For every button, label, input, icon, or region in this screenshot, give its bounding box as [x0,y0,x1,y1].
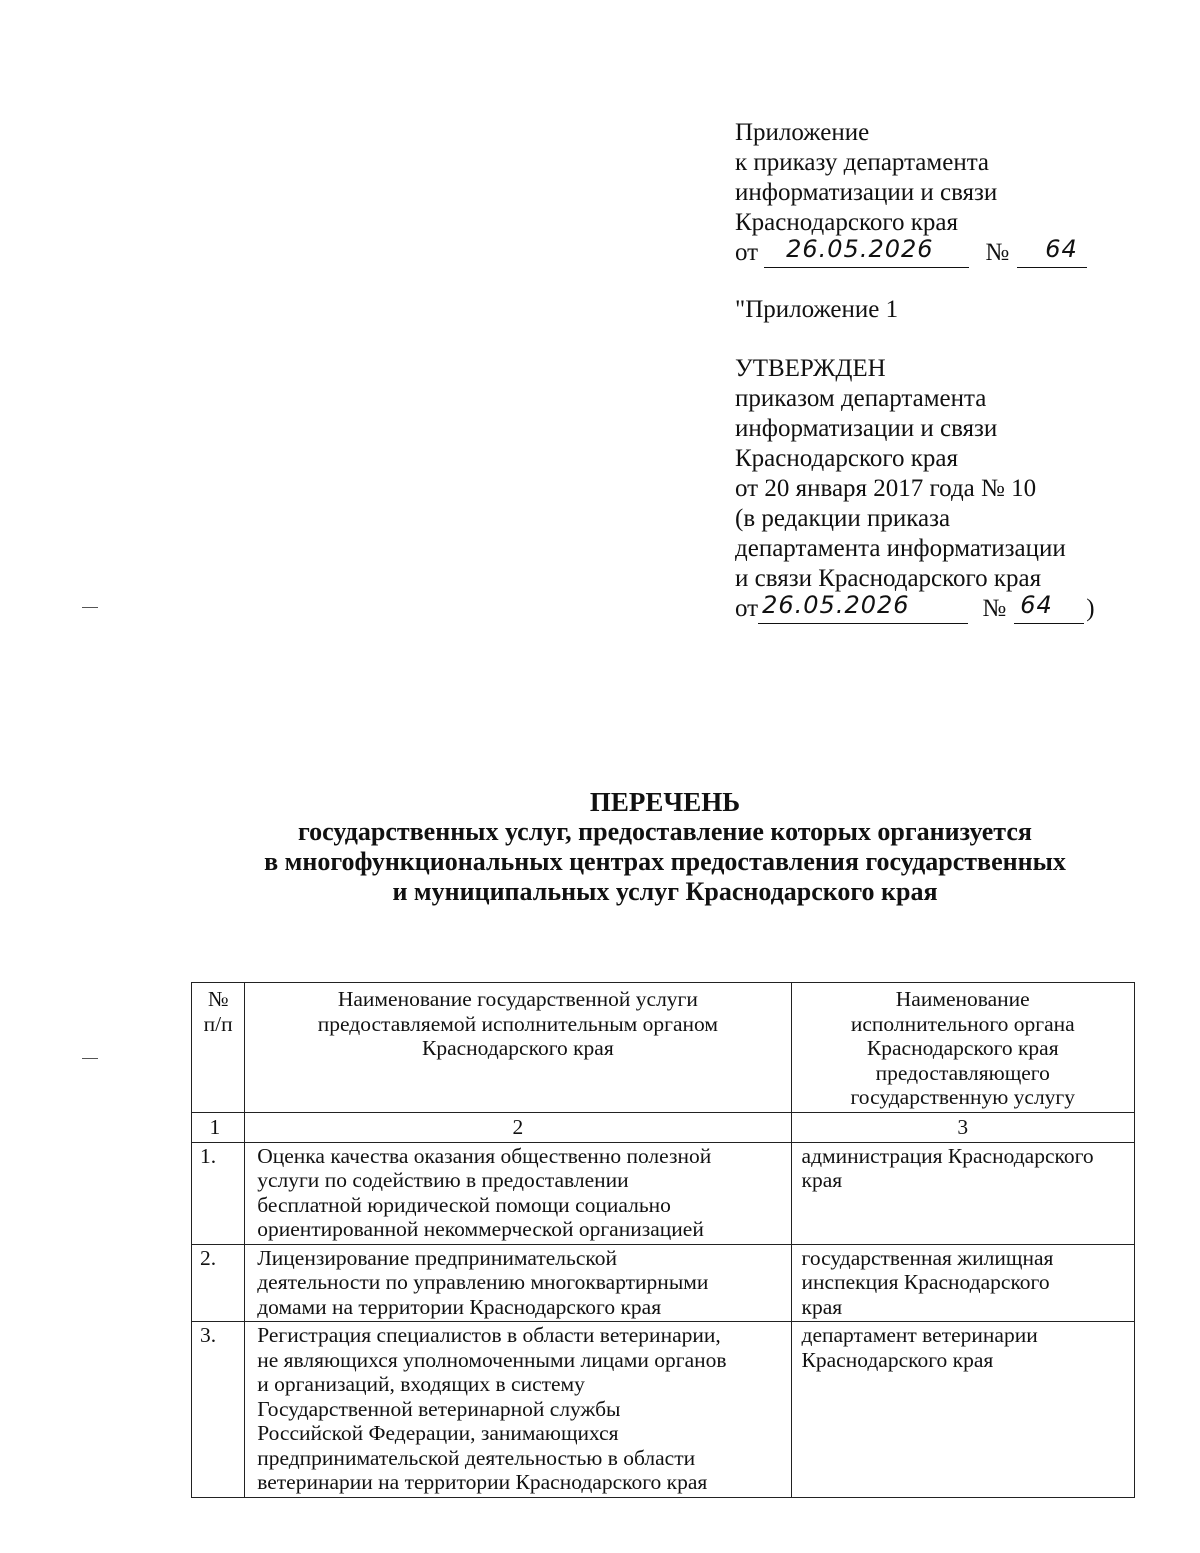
organ-name: администрация Краснодарского края [791,1142,1134,1244]
punch-mark [82,607,98,608]
revision-number-sign: № [982,595,1007,622]
row-number: 3. [192,1322,245,1498]
revision-reference [735,591,1155,624]
approval-line: Краснодарского края [735,209,958,236]
title-heading: ПЕРЕЧЕНЬ [589,787,741,817]
table-row [192,1244,1135,1322]
approval-line: департамента информатизации [735,535,1066,562]
approval-line: и связи Краснодарского края [735,565,1042,592]
number-sign: № [985,239,1010,266]
table-row [192,1142,1135,1244]
approval-line: от 20 января 2017 года № 10 [735,475,1037,502]
row-number: 2. [192,1244,245,1322]
approval-line: информатизации и связи [735,415,998,442]
column-number: 2 [245,1112,791,1142]
title-line: в многофункциональных центрах предоставления государственных [264,847,1066,876]
revision-prefix: от [735,595,759,622]
approval-line: Краснодарского края [735,445,958,472]
column-number: 3 [791,1112,1134,1142]
punch-mark [82,1058,98,1059]
approval-line: к приказу департамента [735,149,990,176]
service-name: Оценка качества оказания общественно полезной услуги по содействию в предоставлении бесплатной юридической помощи социально ориентированной некоммерческой организацией [245,1142,791,1244]
table-row [192,1322,1135,1498]
service-name: Лицензирование предпринимательской деятельности по управлению многоквартирными домами на территории Краснодарского края [245,1244,791,1322]
organ-name: департамент ветеринарии Краснодарского края [791,1322,1134,1498]
column-numbers-row [192,1112,1135,1142]
approval-line: приказом департамента [735,385,987,412]
approval-line: (в редакции приказа [735,505,951,532]
order-reference [735,235,1155,268]
column-number: 1 [192,1112,245,1142]
document-title [0,787,1200,907]
table-header-row [192,983,1135,1113]
approval-line: информатизации и связи [735,179,998,206]
header-service: Наименование государственной услуги предоставляемой исполнительным органом Краснодарского края [245,983,791,1113]
title-line: и муниципальных услуг Краснодарского края [392,877,938,906]
approval-line: Приложение [735,119,870,146]
service-name: Регистрация специалистов в области ветеринарии, не являющихся уполномоченными лицами органов и организаций, входящих в систему Государственной ветеринарной службы Российской Федерации, занимающихся предпринимательской деятельностью в области ветеринарии на территории Краснодарского края [245,1322,791,1498]
revision-close: ) [1086,595,1095,622]
handwritten-revision-number: 64 [1014,596,1084,624]
handwritten-revision-date: 26.05.2026 [758,596,968,624]
organ-name: государственная жилищная инспекция Краснодарского края [791,1244,1134,1322]
services-table [191,982,1135,1498]
title-line: государственных услуг, предоставление которых организуется [298,817,1032,846]
handwritten-order-date: 26.05.2026 [764,240,969,268]
row-number: 1. [192,1142,245,1244]
approval-block [735,118,1155,624]
handwritten-order-number: 64 [1017,240,1087,268]
header-num: № п/п [192,983,245,1113]
header-organ: Наименование исполнительного органа Краснодарского края предоставляющего государственную услугу [791,983,1134,1113]
appendix-label: "Приложение 1 [735,296,899,323]
approved-label: УТВЕРЖДЕН [735,355,886,382]
order-prefix: от [735,239,759,266]
